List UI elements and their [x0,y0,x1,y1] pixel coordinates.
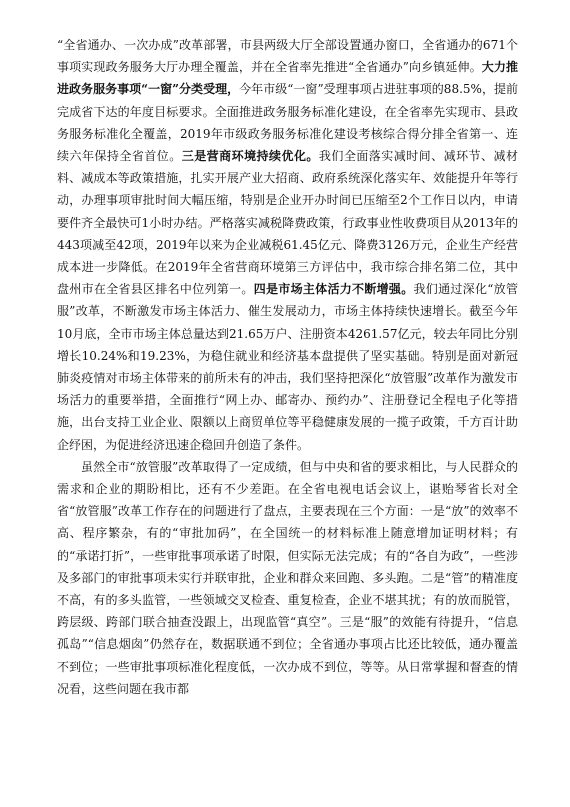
sentence-province-wide-service: “全省通办、一次办成”改革部署，市县两级大厅全部设置通办窗口，全省通办的671个事项实现政务服务大厅办理全覆盖，并在全省率先推进“全省通办”向乡镇延伸。 [57,38,518,75]
sentence-problems: 虽然全市“放管服”改革取得了一定成绩，但与中央和省的要求相比，与人民群众的需求和企业的期盼相比，还有不少差距。在全省电视电话会议上，谌贻琴省长对全省“放管服”改革工作存在的问题进行了盘点，主要表现在三个方面：一是“放”的效率不高、程序繁杂，有的“审批加码”，在全国统一的材料标准上随意增加证明材料；有的“承诺打折”，一些审批事项承诺了时限，但实际无法完成；有的“各自为政”，一些涉及多部门的审批事项未实行并联审批，企业和群众来回跑、多头跑。二是“管”的精准度不高，有的多头监管，一些领域交叉检查、重复检查，企业不堪其扰；有的放而脱管，跨层级、跨部门联合抽查没跟上，出现监管“真空”。三是“服”的效能有待提升，“信息孤岛”“信息烟囱”仍然存在，数据联通不到位；全省通办事项占比还比较低，通办覆盖不到位；一些审批事项标准化程度低，一次办成不到位，等等。从日常掌握和督查的情况看，这些问题在我市都 [57,459,518,696]
paragraph-existing-problems [57,456,518,700]
sentence-one-window-lead: 大力推进政务服务事项“一窗”分类受理， [57,60,518,97]
paragraph-reform-achievements [57,34,518,456]
sentence-market-vitality: 我们通过深化“放管服”改革，不断激发市场主体活力、催生发展动力，市场主体持续快速增长。截至今年10月底，全市市场主体总量达到21.65万户、注册资本4261.57亿元，较去年同比分别增长10.24%和19.23%，为稳住就业和经济基本盘提供了坚实基础。特别是面对新冠肺炎疫情对市场主体带来的前所未有的冲击，我们坚持把深化“放管服”改革作为激发市场活力的重要举措，全面推行“网上办、邮寄办、预约办”、注册登记全程电子化等措施，出台支持工业企业、限额以上商贸单位等平稳健康发展的一揽子政策，千方百计助企纾困，为促进经济迅速企稳回升创造了条件。 [57,282,518,452]
sentence-standardization: 今年市级“一窗”受理事项占进驻事项的88.5%，提前完成省下达的年度目标要求。全面推进政务服务标准化建设，在全省率先实现市、县政务服务标准化全覆盖，2019年市级政务服务标准化建设考核综合得分排全省第一、连续六年保持全省首位。 [57,82,518,164]
document-page [57,34,518,700]
heading-market-vitality: 四是市场主体活力不断增强。 [253,282,414,297]
heading-business-environment: 三是营商环境持续优化。 [181,149,319,164]
sentence-business-environment: 我们全面落实减时间、减环节、减材料、减成本等政策措施，扎实开展产业大招商、政府系统深化落实年、效能提升年等行动，办理事项审批时间大幅压缩，特别是企业开办时间已压缩至2个工作日以内，申请要件齐全最快可1小时办结。严格落实减税降费政策，行政事业性收费项目从2013年的443项减至42项，2019年以来为企业减税61.45亿元、降费3126万元，企业生产经营成本进一步降低。在2019年全省营商环境第三方评估中，我市综合排名第二位，其中盘州市在全省县区排名中位列第一。 [57,149,518,297]
